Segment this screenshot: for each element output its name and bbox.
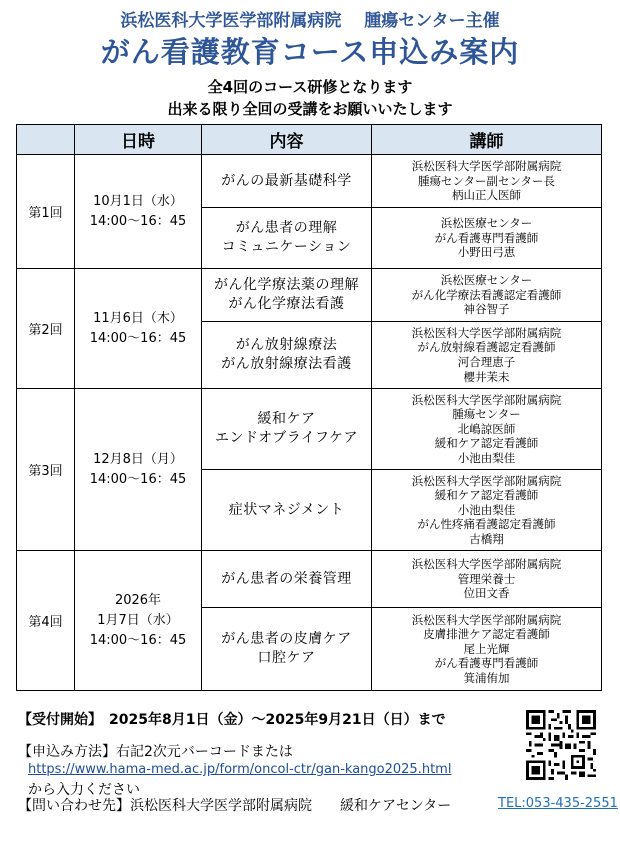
reception-period: 【受付開始】 2025年8月1日（金）〜2025年9月21日（日）まで <box>18 712 446 728</box>
topic-title: がん化学療法薬の理解 がん化学療法看護 <box>202 269 372 322</box>
organizer-line: 浜松医科大学医学部附属病院 腫瘍センター主催 <box>120 11 500 31</box>
session-date: 2026年 1月7日（水） 14:00〜16：45 <box>75 551 202 691</box>
session-number: 第4回 <box>17 551 75 691</box>
application-method-suffix: から入力ください <box>28 782 140 798</box>
topic-title: 緩和ケア エンドオブライフケア <box>202 389 372 470</box>
topic-title: 症状マネジメント <box>202 470 372 551</box>
lecturer: 浜松医科大学医学部附属病院 腫瘍センター副センター長 柄山正人医師 <box>372 155 602 208</box>
header-content: 内容 <box>202 125 372 155</box>
table-row <box>17 389 602 470</box>
session-date: 11月6日（木） 14:00〜16：45 <box>75 269 202 389</box>
lecturer: 浜松医科大学医学部附属病院 がん放射線看護認定看護師 河合理恵子 櫻井茉未 <box>372 322 602 389</box>
application-method: 【申込み方法】右記2次元バーコードまたは <box>18 744 293 760</box>
contact-info: 【問い合わせ先】浜松医科大学医学部附属病院 緩和ケアセンター <box>18 798 452 814</box>
subtitle-attendance-request: 出来る限り全回の受講をお願いいたします <box>167 100 453 118</box>
table-header-row <box>17 125 602 155</box>
application-url-link[interactable]: https://www.hama-med.ac.jp/form/oncol-ctr/gan-kango2025.html <box>28 762 452 777</box>
topic-title: がん患者の理解 コミュニケーション <box>202 208 372 269</box>
lecturer: 浜松医科大学医学部附属病院 緩和ケア認定看護師 小池由梨佳 がん性疼痛看護認定看護師 古橋翔 <box>372 470 602 551</box>
phone-link[interactable]: TEL:053-435-2551 <box>498 796 618 811</box>
table-row <box>17 269 602 322</box>
page-title: がん看護教育コース申込み案内 <box>100 35 520 69</box>
session-number: 第3回 <box>17 389 75 551</box>
topic-title: がん患者の栄養管理 <box>202 551 372 608</box>
session-date: 10月1日（水） 14:00〜16：45 <box>75 155 202 269</box>
header-datetime: 日時 <box>75 125 202 155</box>
lecturer: 浜松医療センター がん化学療法看護認定看護師 神谷智子 <box>372 269 602 322</box>
topic-title: がん放射線療法 がん放射線療法看護 <box>202 322 372 389</box>
table-row <box>17 551 602 608</box>
qr-code-icon[interactable] <box>526 710 596 780</box>
lecturer: 浜松医科大学医学部附属病院 腫瘍センター 北嶋諒医師 緩和ケア認定看護師 小池由梨佳 <box>372 389 602 470</box>
session-number: 第2回 <box>17 269 75 389</box>
topic-title: がんの最新基礎科学 <box>202 155 372 208</box>
topic-title: がん患者の皮膚ケア 口腔ケア <box>202 608 372 691</box>
session-date: 12月8日（月） 14:00〜16：45 <box>75 389 202 551</box>
header-lecturer: 講師 <box>372 125 602 155</box>
table-row <box>17 155 602 208</box>
lecturer: 浜松医科大学医学部附属病院 皮膚排泄ケア認定看護師 尾上光輝 がん看護専門看護師 箕浦侑加 <box>372 608 602 691</box>
lecturer: 浜松医科大学医学部附属病院 管理栄養士 位田文香 <box>372 551 602 608</box>
session-number: 第1回 <box>17 155 75 269</box>
subtitle-course-count: 全4回のコース研修となります <box>207 78 413 96</box>
header-empty <box>17 125 75 155</box>
schedule-table <box>16 124 602 691</box>
lecturer: 浜松医療センター がん看護専門看護師 小野田弓恵 <box>372 208 602 269</box>
